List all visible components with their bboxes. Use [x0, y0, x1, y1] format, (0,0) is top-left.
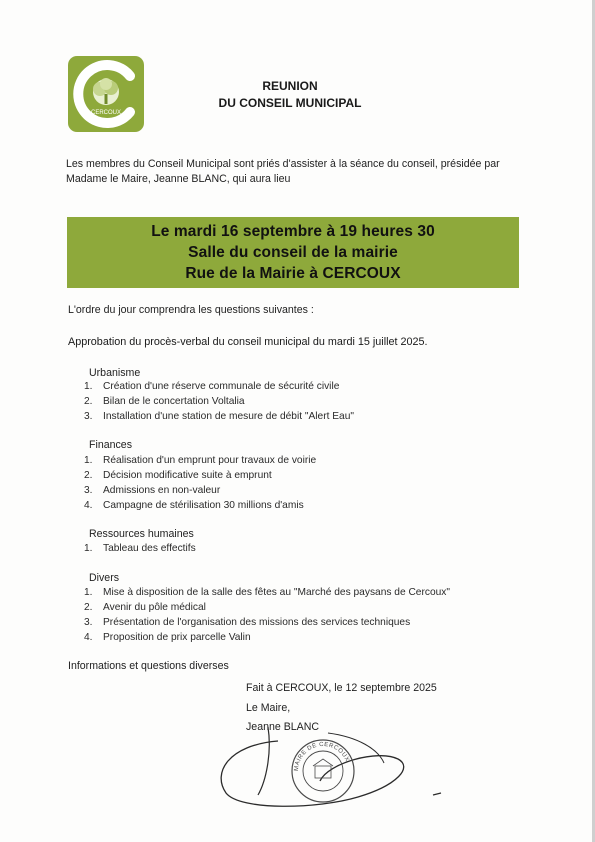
mairie-stamp-icon — [290, 738, 356, 804]
item-text: Mise à disposition de la salle des fêtes au "Marché des paysans de Cercoux" — [103, 587, 451, 598]
item-number: 4. — [84, 632, 93, 643]
item-number: 3. — [84, 411, 93, 422]
informations-line: Informations et questions diverses — [68, 660, 229, 672]
list-item — [84, 585, 450, 600]
item-text: Admissions en non-valeur — [103, 485, 221, 496]
item-number: 3. — [84, 617, 93, 628]
item-number: 1. — [84, 455, 93, 466]
agenda-intro: L'ordre du jour comprendra les questions suivantes : — [68, 304, 314, 316]
signatory-role: Le Maire, — [246, 702, 291, 714]
list-item — [84, 379, 354, 394]
title-line-1: REUNION — [262, 79, 318, 93]
intro-line-1: Les membres du Conseil Municipal sont priés d'assister à la séance du conseil, présidée par — [66, 158, 500, 170]
item-number: 4. — [84, 500, 93, 511]
item-number: 2. — [84, 470, 93, 481]
item-text: Tableau des effectifs — [103, 543, 196, 554]
tree-c-logo-icon — [68, 56, 144, 132]
section-title-divers: Divers — [89, 572, 120, 584]
intro-line-2: Madame le Maire, Jeanne BLANC, qui aura lieu — [66, 173, 291, 185]
title-line-2: DU CONSEIL MUNICIPAL — [218, 96, 362, 110]
list-item — [84, 630, 450, 645]
item-number: 1. — [84, 381, 93, 392]
list-item — [84, 498, 316, 513]
logo-text: CERCOUX — [90, 110, 122, 116]
list-divers — [84, 585, 450, 645]
signatory-name: Jeanne BLANC — [246, 721, 320, 733]
banner-room: Salle du conseil de la mairie — [188, 244, 398, 261]
item-text: Création d'une réserve communale de sécurité civile — [103, 381, 340, 392]
list-item — [84, 541, 196, 556]
item-number: 1. — [84, 587, 93, 598]
item-text: Bilan de le concertation Voltalia — [103, 396, 245, 407]
list-urbanisme — [84, 379, 354, 424]
banner-date: Le mardi 16 septembre à 19 heures 30 — [151, 223, 435, 240]
item-text: Avenir du pôle médical — [103, 602, 206, 613]
list-rh — [84, 541, 196, 556]
item-text: Proposition de prix parcelle Valin — [103, 632, 251, 643]
list-item — [84, 615, 450, 630]
section-title-finances: Finances — [89, 439, 132, 451]
list-item — [84, 468, 316, 483]
item-text: Décision modificative suite à emprunt — [103, 470, 272, 481]
list-item — [84, 483, 316, 498]
item-text: Installation d'une station de mesure de débit "Alert Eau" — [103, 411, 355, 422]
item-number: 2. — [84, 602, 93, 613]
list-finances — [84, 453, 316, 513]
section-title-rh: Ressources humaines — [89, 528, 194, 540]
section-title-urbanisme: Urbanisme — [89, 367, 141, 379]
meeting-banner — [67, 217, 519, 288]
page-title — [210, 78, 370, 112]
intro-paragraph — [66, 157, 546, 187]
list-item — [84, 600, 450, 615]
item-number: 1. — [84, 543, 93, 554]
item-text: Réalisation d'un emprunt pour travaux de voirie — [103, 455, 317, 466]
place-date: Fait à CERCOUX, le 12 septembre 2025 — [246, 682, 437, 694]
banner-address: Rue de la Mairie à CERCOUX — [185, 265, 401, 282]
stamp-text: MAIRE DE CERCOUX — [293, 741, 350, 772]
item-text: Présentation de l'organisation des missions des services techniques — [103, 617, 411, 628]
list-item — [84, 453, 316, 468]
list-item — [84, 394, 354, 409]
item-number: 3. — [84, 485, 93, 496]
item-number: 2. — [84, 396, 93, 407]
item-text: Campagne de stérilisation 30 millions d'amis — [103, 500, 304, 511]
list-item — [84, 409, 354, 424]
approbation-line: Approbation du procès-verbal du conseil municipal du mardi 15 juillet 2025. — [68, 336, 428, 348]
